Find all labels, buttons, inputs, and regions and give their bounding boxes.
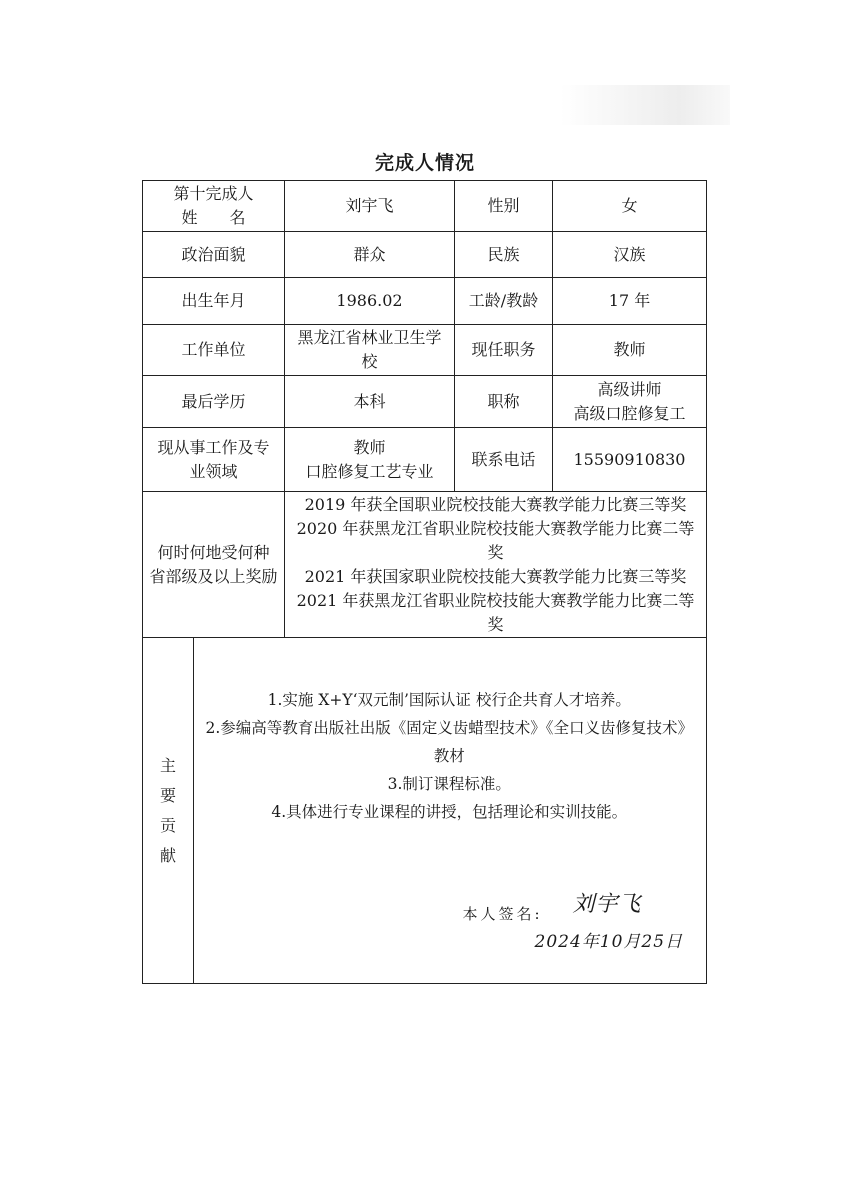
birth-label: 出生年月 (143, 278, 285, 325)
awards-label: 何时何地受何种 省部级及以上奖励 (143, 492, 285, 638)
award-item: 2021 年获国家职业院校技能大赛教学能力比赛三等奖 (304, 566, 687, 586)
table-row (143, 325, 707, 376)
contribution-item: 4.具体进行专业课程的讲授，包括理论和实训技能。 (271, 803, 628, 821)
table-row (143, 232, 707, 278)
contribution-item: 2.参编高等教育出版社出版《固定义齿蜡型技术》《全口义齿修复技术》教材 (205, 719, 694, 765)
award-item: 2019 年获全国职业院校技能大赛教学能力比赛三等奖 (304, 494, 687, 514)
signature-date: 2024年10月25日 (534, 932, 684, 952)
politics-label: 政治面貌 (143, 232, 285, 278)
name-label: 第十完成人 姓 名 (143, 181, 285, 232)
title-label: 职称 (455, 376, 553, 428)
contribution-label: 主 要 贡 献 (143, 638, 285, 984)
awards-list (285, 492, 707, 638)
field-value: 教师 口腔修复工艺专业 (285, 428, 455, 492)
employer-value: 黑龙江省林业卫生学 校 (285, 325, 455, 376)
employer-label: 工作单位 (143, 325, 285, 376)
page-title: 完成人情况 (374, 152, 475, 174)
table-row (143, 428, 707, 492)
seniority-label: 工龄/教龄 (455, 278, 553, 325)
table-row (143, 638, 707, 984)
table-row (143, 278, 707, 325)
table-row (143, 376, 707, 428)
education-label: 最后学历 (143, 376, 285, 428)
seniority-value: 17 年 (553, 278, 707, 325)
phone-label: 联系电话 (455, 428, 553, 492)
contribution-divider (193, 638, 194, 983)
info-table (142, 180, 707, 984)
contribution-item: 1.实施 X+Y‘双元制’国际认证 校行企共育人才培养。 (267, 691, 631, 709)
position-label: 现任职务 (455, 325, 553, 376)
gender-value: 女 (553, 181, 707, 232)
title-value: 高级讲师 高级口腔修复工 (553, 376, 707, 428)
table-row (143, 181, 707, 232)
ethnicity-label: 民族 (455, 232, 553, 278)
contribution-body (205, 638, 707, 984)
contribution-list (199, 686, 701, 826)
field-label: 现从事工作及专 业领域 (143, 428, 285, 492)
education-value: 本科 (285, 376, 455, 428)
birth-value: 1986.02 (285, 278, 455, 325)
award-item: 2020 年获黑龙江省职业院校技能大赛教学能力比赛二等奖 (296, 518, 695, 562)
award-item: 2021 年获黑龙江省职业院校技能大赛教学能力比赛二等奖 (296, 590, 695, 634)
ethnicity-value: 汉族 (553, 232, 707, 278)
signature-label: 本人签名: (462, 905, 543, 923)
gender-label: 性别 (455, 181, 553, 232)
contribution-item: 3.制订课程标准。 (387, 775, 511, 793)
name-value: 刘宇飞 (285, 181, 455, 232)
signature: 刘宇飞 (572, 892, 642, 917)
scan-shadow (560, 85, 730, 125)
politics-value: 群众 (285, 232, 455, 278)
table-row (143, 492, 707, 638)
phone-value: 15590910830 (553, 428, 707, 492)
position-value: 教师 (553, 325, 707, 376)
